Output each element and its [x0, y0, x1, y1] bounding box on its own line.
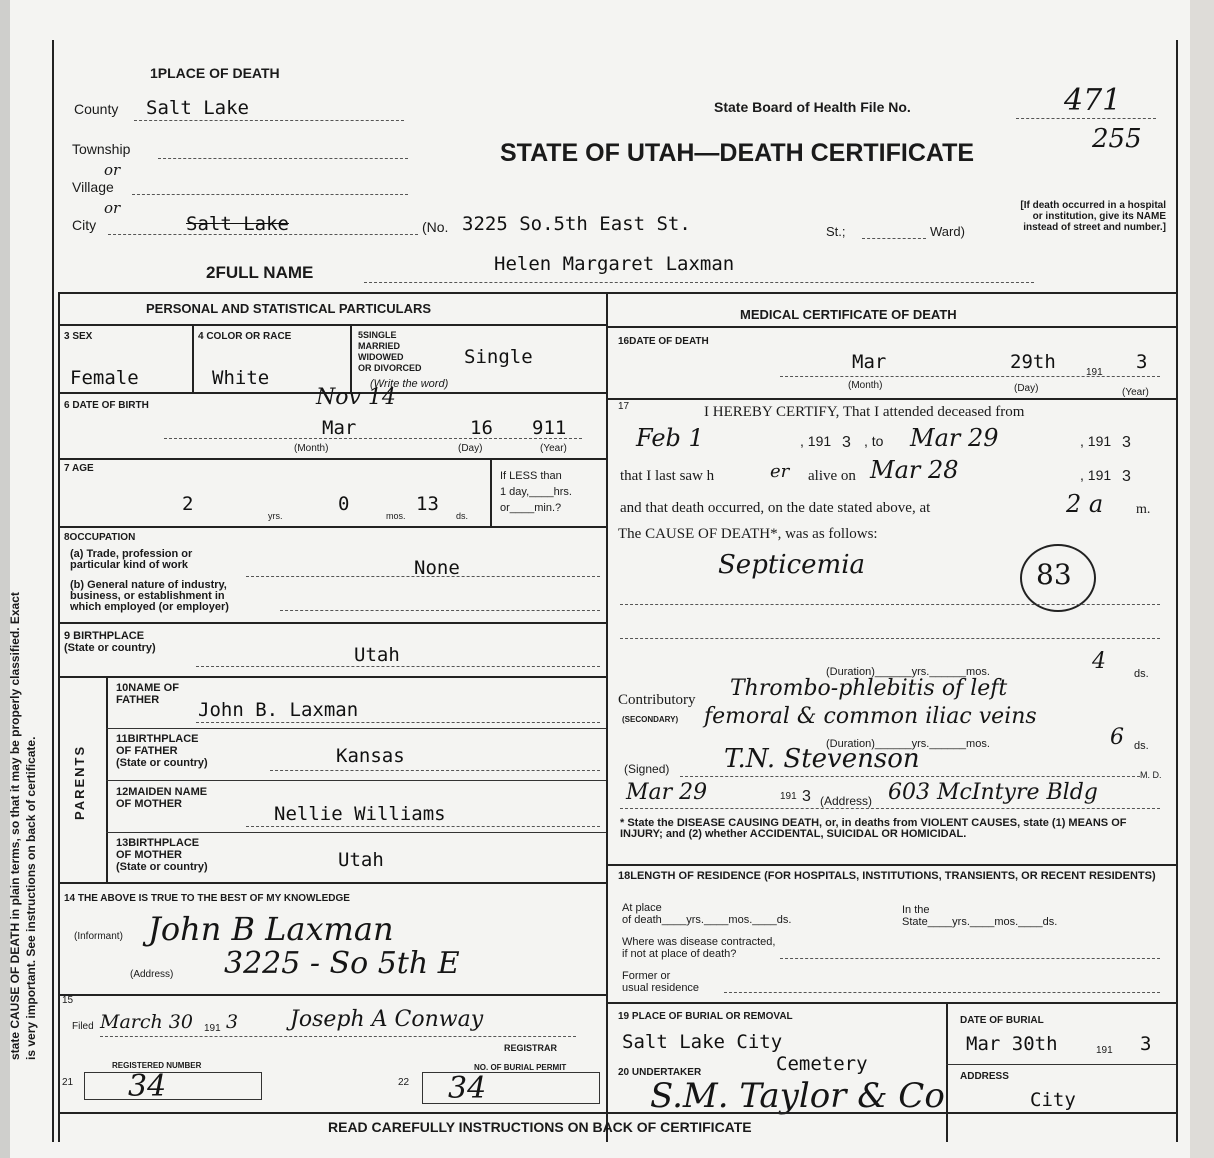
filed-date-value: March 30 — [100, 1011, 193, 1033]
filed-year-value: 3 — [226, 1011, 239, 1033]
filed-year-prefix: 191 — [204, 1023, 221, 1034]
village-label: Village — [72, 179, 114, 195]
contributory-value-1: Thrombo-phlebitis of left — [730, 676, 1008, 701]
burial-permit-label: NO. OF BURIAL PERMIT — [474, 1063, 567, 1072]
attended-from-value: Feb 1 — [636, 424, 704, 452]
duration-2: (Duration)______yrs.______mos. — [826, 738, 990, 750]
alive-on-value: Mar 28 — [870, 456, 959, 484]
frame-right — [1176, 40, 1178, 1142]
or-1: or — [104, 161, 121, 179]
burial-year-prefix: 191 — [1096, 1045, 1113, 1056]
street-address-value: 3225 So.5th East St. — [462, 213, 691, 235]
father-birthplace-label: 11BIRTHPLACE OF FATHER (State or country) — [116, 733, 208, 769]
ward-label: Ward) — [930, 224, 965, 239]
file-number-value: 471 — [1064, 83, 1122, 118]
undertaker-address-label: ADDRESS — [960, 1071, 1009, 1082]
attended-to-label: , to — [864, 433, 884, 449]
color-race-value: White — [212, 367, 270, 389]
street-no-label: (No. — [422, 219, 449, 235]
death-occurred-text: and that death occurred, on the date stated above, at — [620, 500, 931, 516]
street-st-label: St.; — [826, 224, 846, 239]
age-mos-unit: mos. — [386, 511, 406, 521]
residence-label: 18LENGTH OF RESIDENCE (FOR HOSPITALS, INSTITUTIONS, TRANSIENTS, OR RECENT RESIDENTS) — [618, 870, 1156, 882]
dob-day: 16 — [470, 417, 493, 439]
attended-year-b-prefix: , 191 — [1080, 433, 1112, 449]
burial-place-label: 19 PLACE OF BURIAL OR REMOVAL — [618, 1011, 793, 1022]
sex-label: 3 SEX — [64, 331, 93, 342]
duration-1-value: 4 — [1092, 649, 1106, 674]
duration-2-ds: ds. — [1134, 740, 1149, 752]
registered-number-label: REGISTERED NUMBER — [112, 1061, 202, 1070]
mother-name-label: 12MAIDEN NAME OF MOTHER — [116, 786, 208, 810]
informant-signature: John B Laxman — [148, 910, 394, 948]
sign-address-label: (Address) — [820, 794, 873, 808]
sign-year-prefix: 191 — [780, 791, 797, 802]
duration-1: (Duration)______yrs.______mos. — [826, 666, 990, 678]
or-2: or — [104, 199, 121, 217]
attended-year-a-prefix: , 191 — [800, 433, 832, 449]
dob-month-caption: (Month) — [294, 443, 329, 454]
margin-note-1: state CAUSE OF DEATH in plain terms, so that it may be properly classified. Exact — [8, 592, 22, 1060]
personal-heading: PERSONAL AND STATISTICAL PARTICULARS — [146, 301, 432, 316]
mother-birthplace-label: 13BIRTHPLACE OF MOTHER (State or country) — [116, 837, 208, 873]
center-divider — [606, 292, 608, 1142]
occupation-a-label: (a) Trade, profession or particular kind of work — [70, 548, 193, 571]
footnote-text: * State the DISEASE CAUSING DEATH, or, in deaths from VIOLENT CAUSES, state (1) MEANS OF INJURY; and (2) whether ACCIDENTAL, SUICIDAL OR HOMICIDAL. — [620, 817, 1127, 840]
marital-write-word: (Write the word) — [370, 378, 449, 390]
dob-day-caption: (Day) — [458, 443, 483, 454]
dod-day-caption: (Day) — [1014, 383, 1039, 394]
burial-place-value: Salt Lake City — [622, 1031, 783, 1053]
age-years: 2 — [182, 493, 194, 515]
dod-label: 16DATE OF DEATH — [618, 336, 709, 347]
informant-label: (Informant) — [74, 931, 123, 942]
place-of-death-label: 1PLACE OF DEATH — [150, 65, 280, 81]
city-struck-value: Salt Lake — [186, 213, 289, 235]
full-name-label: 2FULL NAME — [206, 263, 314, 282]
mother-name-value: Nellie Williams — [274, 803, 446, 825]
dod-month: Mar — [852, 351, 887, 373]
birthplace-label: 9 BIRTHPLACE (State or country) — [64, 630, 156, 654]
file-number-value-2: 255 — [1092, 124, 1142, 154]
parents-label: PARENTS — [72, 744, 87, 820]
dod-month-caption: (Month) — [848, 380, 883, 391]
father-name-value: John B. Laxman — [198, 699, 359, 721]
last-saw-text: that I last saw h — [620, 468, 715, 484]
full-name-value: Helen Margaret Laxman — [494, 253, 735, 275]
cause-label: The CAUSE OF DEATH*, was as follows: — [618, 526, 878, 542]
attended-year-a-value: 3 — [842, 434, 851, 451]
county-label: County — [74, 101, 119, 117]
burial-permit-value: 34 — [448, 1071, 487, 1106]
margin-note-2: is very important. See instructions on back of certificate. — [24, 736, 38, 1060]
md-label: M. D. — [1140, 770, 1162, 780]
father-name-label: 10NAME OF FATHER — [116, 682, 179, 706]
filed-label: Filed — [72, 1021, 94, 1032]
township-label: Township — [72, 141, 131, 157]
burial-permit-22: 22 — [398, 1077, 410, 1088]
undertaker-label: 20 UNDERTAKER — [618, 1067, 702, 1078]
contributory-label: Contributory — [618, 692, 696, 708]
color-race-label: 4 COLOR OR RACE — [198, 331, 292, 342]
hospital-note: [If death occurred in a hospital or institution, give its NAME instead of street and number.] — [1020, 200, 1166, 233]
cause-code-value: 83 — [1036, 558, 1072, 591]
dob-month: Mar — [322, 417, 357, 439]
dob-label: 6 DATE OF BIRTH — [64, 400, 149, 411]
burial-place-value-2: Cemetery — [776, 1053, 868, 1075]
mother-birthplace-value: Utah — [338, 849, 384, 871]
signed-label: (Signed) — [624, 762, 670, 776]
dob-year-caption: (Year) — [540, 443, 567, 454]
signed-value: T.N. Stevenson — [724, 744, 920, 774]
age-ds-unit: ds. — [456, 511, 469, 521]
occupation-label: 8OCCUPATION — [64, 532, 136, 543]
attended-to-value: Mar 29 — [910, 424, 999, 452]
father-birthplace-value: Kansas — [336, 745, 405, 767]
sex-value: Female — [70, 367, 139, 389]
secondary-label: (SECONDARY) — [622, 715, 679, 724]
sign-address-value: 603 McIntyre Bldg — [888, 780, 1098, 805]
contributory-value-2: femoral & common iliac veins — [704, 704, 1037, 729]
marital-value: Single — [464, 346, 533, 368]
scan-right-edge — [1190, 0, 1214, 1158]
registrar-label: REGISTRAR — [504, 1043, 558, 1053]
age-yrs-unit: yrs. — [268, 511, 283, 521]
sign-date-value: Mar 29 — [626, 780, 708, 805]
birthplace-value: Utah — [354, 644, 400, 666]
informant-address-value: 3225 - So 5th E — [224, 946, 460, 981]
certificate-title: STATE OF UTAH—DEATH CERTIFICATE — [500, 139, 975, 167]
residence-in-state: In the State____yrs.____mos.____ds. — [902, 904, 1058, 928]
last-saw-pronoun: er — [770, 461, 790, 482]
registered-number-box — [84, 1069, 262, 1104]
cause-value: Septicemia — [718, 550, 866, 580]
registrar-signature: Joseph A Conway — [290, 1007, 484, 1032]
file-number-label: State Board of Health File No. — [714, 99, 911, 115]
undertaker-value: S.M. Taylor & Co — [650, 1076, 945, 1116]
age-months: 0 — [338, 493, 350, 515]
alive-on-text: alive on — [808, 468, 856, 484]
death-time-m: m. — [1136, 502, 1151, 517]
residence-at-place: At place of death____yrs.____mos.____ds. — [622, 902, 792, 926]
former-residence-label: Former or usual residence — [622, 970, 700, 994]
medical-heading: MEDICAL CERTIFICATE OF DEATH — [740, 307, 957, 322]
undertaker-address-value: City — [1030, 1089, 1076, 1111]
filed-number: 15 — [62, 995, 74, 1006]
occupation-value: None — [414, 557, 460, 579]
dod-day: 29th — [1010, 351, 1056, 373]
death-time-value: 2 a — [1066, 490, 1104, 518]
age-days: 13 — [416, 493, 439, 515]
dod-year-caption: (Year) — [1122, 387, 1149, 398]
age-label: 7 AGE — [64, 463, 94, 474]
where-contracted-label: Where was disease contracted, if not at place of death? — [622, 936, 776, 960]
duration-2-value: 6 — [1110, 725, 1124, 750]
footer-instructions: READ CAREFULLY INSTRUCTIONS ON BACK OF CERTIFICATE — [328, 1119, 752, 1135]
registered-number-value: 34 — [128, 1069, 167, 1104]
burial-date-label: DATE OF BURIAL — [960, 1015, 1044, 1026]
county-value: Salt Lake — [146, 97, 249, 119]
burial-date-value: Mar 30th — [966, 1033, 1058, 1055]
age-less-than-note: If LESS than 1 day,____hrs. or____min.? — [500, 470, 572, 514]
duration-1-ds: ds. — [1134, 668, 1149, 680]
city-label: City — [72, 217, 97, 233]
burial-year-value: 3 — [1140, 1033, 1152, 1055]
attended-year-b-value: 3 — [1122, 434, 1131, 451]
frame-left — [52, 40, 54, 1142]
dob-handwritten-correction: Nov 14 — [316, 385, 396, 410]
dod-year: 3 — [1136, 351, 1148, 373]
marital-label: 5SINGLE MARRIED WIDOWED OR DIVORCED — [358, 330, 422, 373]
informant-heading: 14 THE ABOVE IS TRUE TO THE BEST OF MY KNOWLEDGE — [64, 893, 350, 904]
dob-year: 911 — [532, 417, 567, 439]
alive-year-prefix: , 191 — [1080, 467, 1112, 483]
informant-address-label: (Address) — [130, 969, 174, 980]
occupation-b-label: (b) General nature of industry, business, or establishment in which employed (or employer) — [70, 579, 229, 613]
dod-year-prefix: 191 — [1086, 367, 1103, 378]
alive-year-value: 3 — [1122, 468, 1131, 485]
certify-number: 17 — [618, 401, 630, 412]
sign-year-value: 3 — [802, 788, 811, 805]
registered-21: 21 — [62, 1077, 74, 1088]
certify-text: I HEREBY CERTIFY, That I attended deceased from — [704, 404, 1025, 420]
